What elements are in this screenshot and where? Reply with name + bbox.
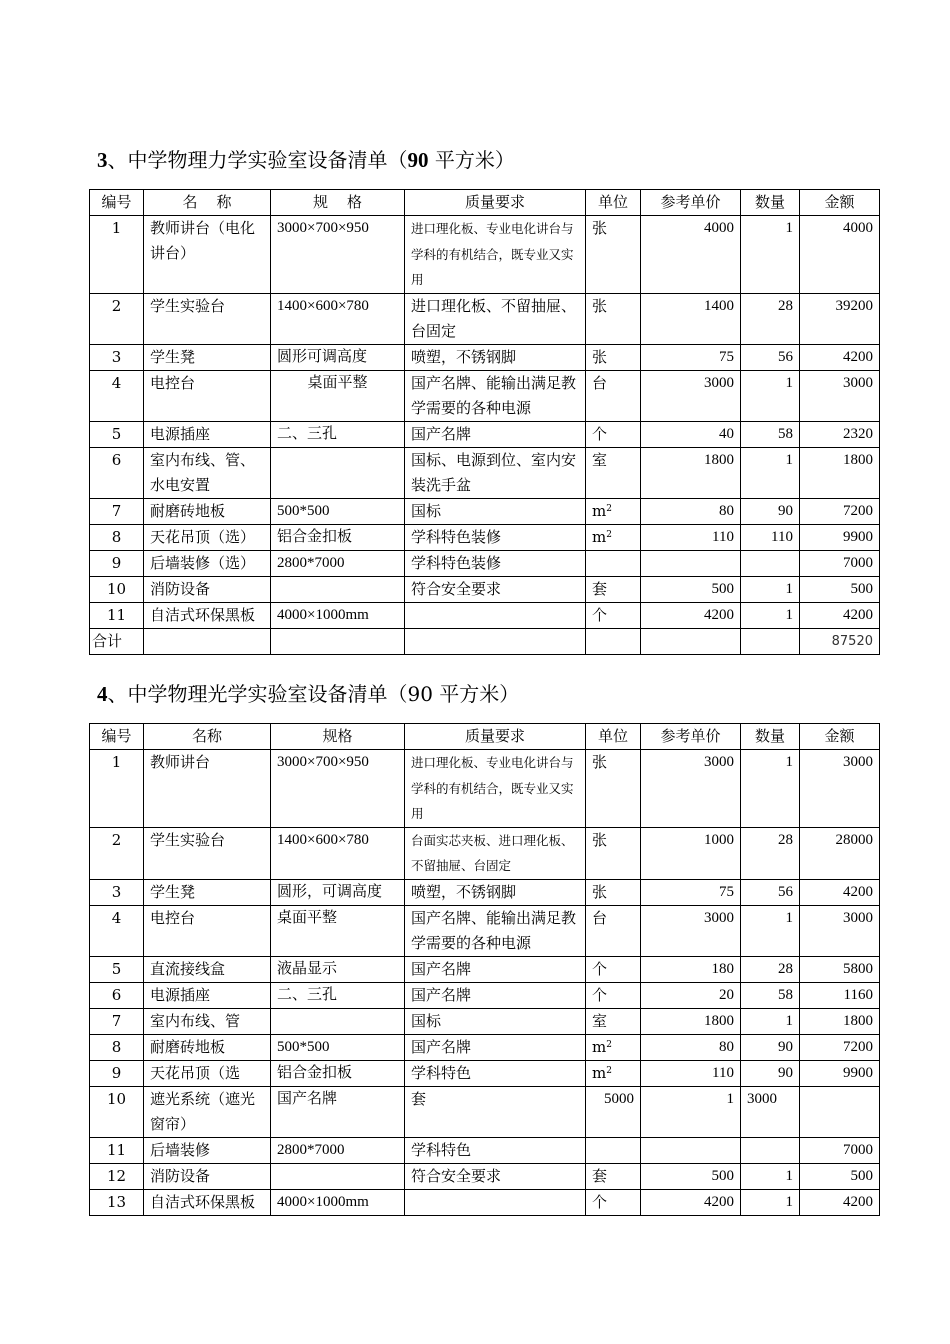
row-spec: 二、三孔 (271, 982, 405, 1008)
row-number: 10 (90, 1086, 144, 1137)
row-name: 学生实验台 (144, 827, 271, 879)
row-number: 1 (90, 216, 144, 294)
row-spec: 500*500 (271, 1034, 405, 1060)
row-qty: 56 (741, 344, 800, 370)
table-header-row (90, 724, 880, 750)
row-quality: 国产名牌、能输出满足教学需要的各种电源 (405, 905, 586, 956)
row-quality (405, 1189, 586, 1215)
row-qty: 90 (741, 1060, 800, 1086)
row-quality: 进口理化板、不留抽屉、台固定 (405, 293, 586, 344)
row-name: 耐磨砖地板 (144, 1034, 271, 1060)
header-unit: 单位 (586, 190, 641, 216)
header-amount: 金额 (800, 190, 880, 216)
row-price: 1400 (641, 293, 741, 344)
row-number: 9 (90, 1060, 144, 1086)
row-number: 11 (90, 1137, 144, 1163)
header-spec: 规格 (271, 724, 405, 750)
row-spec: 500*500 (271, 498, 405, 524)
row-qty (741, 550, 800, 576)
row-unit: 张 (586, 344, 641, 370)
section-3-title-number: 3 (97, 148, 108, 172)
row-price: 20 (641, 982, 741, 1008)
row-number: 5 (90, 421, 144, 447)
row-name: 电控台 (144, 905, 271, 956)
row-name: 自洁式环保黑板 (144, 1189, 271, 1215)
row-name: 室内布线、管 (144, 1008, 271, 1034)
row-amount: 5800 (800, 956, 880, 982)
row-name: 消防设备 (144, 1163, 271, 1189)
row-quality: 国标、电源到位、室内安装洗手盆 (405, 447, 586, 498)
row-price: 3000 (641, 370, 741, 421)
row-price: 1 (641, 1086, 741, 1137)
total-label: 合计 (90, 628, 144, 654)
row-qty: 56 (741, 879, 800, 905)
row-spec (271, 1163, 405, 1189)
table-row (90, 550, 880, 576)
row-qty: 58 (741, 982, 800, 1008)
row-spec: 2800*7000 (271, 1137, 405, 1163)
row-name: 学生凳 (144, 344, 271, 370)
row-unit: 个 (586, 421, 641, 447)
header-qty: 数量 (741, 724, 800, 750)
row-price: 4200 (641, 602, 741, 628)
table-row (90, 1086, 880, 1137)
row-quality: 国产名牌 (405, 982, 586, 1008)
row-amount: 4200 (800, 1189, 880, 1215)
table-row (90, 956, 880, 982)
row-unit: 个 (586, 982, 641, 1008)
row-quality: 国产名牌 (405, 956, 586, 982)
total-empty-cell (144, 628, 271, 654)
row-name: 电控台 (144, 370, 271, 421)
row-qty: 90 (741, 498, 800, 524)
table-row (90, 293, 880, 344)
row-name: 后墙装修（选） (144, 550, 271, 576)
row-quality: 学科特色 (405, 1060, 586, 1086)
table-row (90, 602, 880, 628)
row-spec: 4000×1000mm (271, 1189, 405, 1215)
row-amount: 7000 (800, 1137, 880, 1163)
row-amount: 4200 (800, 879, 880, 905)
row-unit: 套 (586, 576, 641, 602)
row-qty: 90 (741, 1034, 800, 1060)
header-amount: 金额 (800, 724, 880, 750)
row-quality: 国产名牌 (405, 1034, 586, 1060)
row-unit (586, 1137, 641, 1163)
row-price: 3000 (641, 750, 741, 828)
table-row (90, 370, 880, 421)
header-quality: 质量要求 (405, 190, 586, 216)
row-qty: 58 (741, 421, 800, 447)
section-3-title-end: 平方米） (428, 148, 515, 172)
row-spec: 3000×700×950 (271, 750, 405, 828)
table-row (90, 750, 880, 828)
row-amount (800, 1086, 880, 1137)
row-unit: 套 (586, 1163, 641, 1189)
row-amount: 9900 (800, 1060, 880, 1086)
row-qty: 28 (741, 293, 800, 344)
row-name: 天花吊顶（选 (144, 1060, 271, 1086)
row-price: 500 (641, 576, 741, 602)
row-unit: 5000 (586, 1086, 641, 1137)
row-name: 耐磨砖地板 (144, 498, 271, 524)
row-amount: 1800 (800, 447, 880, 498)
row-qty: 1 (741, 447, 800, 498)
section-4-title (97, 681, 519, 707)
table-row (90, 1034, 880, 1060)
row-unit: $m^2$ (586, 1060, 641, 1086)
table-row (90, 1137, 880, 1163)
table-row (90, 498, 880, 524)
row-number: 7 (90, 1008, 144, 1034)
row-amount: 39200 (800, 293, 880, 344)
header-price: 参考单价 (641, 190, 741, 216)
row-spec: 桌面平整 (271, 370, 405, 421)
row-unit: 室 (586, 1008, 641, 1034)
row-amount: 500 (800, 1163, 880, 1189)
row-qty: 1 (741, 602, 800, 628)
row-qty: 1 (741, 1008, 800, 1034)
section-3-title-area: 90 (407, 148, 429, 172)
row-amount: 7000 (800, 550, 880, 576)
row-spec: 铝合金扣板 (271, 524, 405, 550)
row-quality: 进口理化板、专业电化讲台与学科的有机结合，既专业又实用 (405, 216, 586, 294)
row-number: 2 (90, 827, 144, 879)
equipment-table-section-3 (89, 189, 880, 655)
row-amount: 28000 (800, 827, 880, 879)
row-spec: 液晶显示 (271, 956, 405, 982)
row-number: 3 (90, 344, 144, 370)
header-qty: 数量 (741, 190, 800, 216)
row-number: 8 (90, 524, 144, 550)
row-spec: 桌面平整 (271, 905, 405, 956)
row-spec: 2800*7000 (271, 550, 405, 576)
row-price: 4200 (641, 1189, 741, 1215)
header-spec: 规 格 (271, 190, 405, 216)
total-empty-cell (405, 628, 586, 654)
row-spec (271, 576, 405, 602)
row-amount: 7200 (800, 1034, 880, 1060)
header-unit: 单位 (586, 724, 641, 750)
row-number: 12 (90, 1163, 144, 1189)
row-amount: 4200 (800, 344, 880, 370)
row-number: 3 (90, 879, 144, 905)
row-unit: $m^2$ (586, 498, 641, 524)
row-name: 天花吊顶（选） (144, 524, 271, 550)
row-unit: 张 (586, 827, 641, 879)
row-unit: 个 (586, 1189, 641, 1215)
row-price: 110 (641, 524, 741, 550)
total-empty-cell (586, 628, 641, 654)
row-spec: 圆形，可调高度 (271, 879, 405, 905)
row-qty (741, 1137, 800, 1163)
row-name: 学生凳 (144, 879, 271, 905)
row-price: 75 (641, 344, 741, 370)
row-spec (271, 1008, 405, 1034)
row-unit: $m^2$ (586, 524, 641, 550)
table-row (90, 1189, 880, 1215)
row-quality: 符合安全要求 (405, 576, 586, 602)
section-4-title-number: 4 (97, 682, 108, 706)
total-amount: 87520 (800, 628, 880, 654)
row-price: 4000 (641, 216, 741, 294)
row-amount: 4200 (800, 602, 880, 628)
row-unit (586, 550, 641, 576)
row-number: 9 (90, 550, 144, 576)
row-amount: 7200 (800, 498, 880, 524)
row-price (641, 1137, 741, 1163)
row-quality: 学科特色装修 (405, 550, 586, 576)
row-name: 教师讲台（电化讲台） (144, 216, 271, 294)
header-no: 编号 (90, 190, 144, 216)
row-price: 80 (641, 498, 741, 524)
row-number: 5 (90, 956, 144, 982)
row-qty: 1 (741, 905, 800, 956)
header-quality: 质量要求 (405, 724, 586, 750)
table-row (90, 447, 880, 498)
row-price (641, 550, 741, 576)
table-row (90, 1060, 880, 1086)
table-row (90, 524, 880, 550)
row-amount: 3000 (800, 905, 880, 956)
row-number: 8 (90, 1034, 144, 1060)
row-name: 室内布线、管、水电安置 (144, 447, 271, 498)
total-empty-cell (641, 628, 741, 654)
row-qty: 3000 (741, 1086, 800, 1137)
row-quality: 国产名牌、能输出满足教学需要的各种电源 (405, 370, 586, 421)
row-number: 4 (90, 370, 144, 421)
table-row (90, 982, 880, 1008)
table-row (90, 879, 880, 905)
row-amount: 2320 (800, 421, 880, 447)
row-amount: 1800 (800, 1008, 880, 1034)
row-price: 40 (641, 421, 741, 447)
row-spec: 4000×1000mm (271, 602, 405, 628)
row-price: 500 (641, 1163, 741, 1189)
row-quality: 喷塑，不锈钢脚 (405, 344, 586, 370)
row-qty: 28 (741, 827, 800, 879)
row-number: 1 (90, 750, 144, 828)
equipment-table-section-4 (89, 723, 880, 1216)
row-name: 消防设备 (144, 576, 271, 602)
row-number: 10 (90, 576, 144, 602)
section-3-title-text: 、中学物理力学实验室设备清单（ (107, 148, 408, 172)
row-unit: 张 (586, 879, 641, 905)
row-quality (405, 602, 586, 628)
total-empty-cell (741, 628, 800, 654)
row-qty: 1 (741, 1189, 800, 1215)
row-qty: 1 (741, 750, 800, 828)
row-spec: 二、三孔 (271, 421, 405, 447)
row-quality: 学科特色装修 (405, 524, 586, 550)
row-qty: 110 (741, 524, 800, 550)
row-spec: 圆形可调高度 (271, 344, 405, 370)
row-spec: 1400×600×780 (271, 293, 405, 344)
row-name: 自洁式环保黑板 (144, 602, 271, 628)
row-number: 6 (90, 447, 144, 498)
row-name: 电源插座 (144, 982, 271, 1008)
table-header-row (90, 190, 880, 216)
row-price: 180 (641, 956, 741, 982)
row-price: 3000 (641, 905, 741, 956)
row-quality: 套 (405, 1086, 586, 1137)
row-amount: 9900 (800, 524, 880, 550)
row-number: 2 (90, 293, 144, 344)
row-unit: 台 (586, 905, 641, 956)
row-qty: 28 (741, 956, 800, 982)
row-name: 电源插座 (144, 421, 271, 447)
section-3-title (97, 147, 515, 173)
row-unit: 个 (586, 602, 641, 628)
row-quality: 国标 (405, 498, 586, 524)
row-spec: 铝合金扣板 (271, 1060, 405, 1086)
row-qty: 1 (741, 216, 800, 294)
table-row (90, 1163, 880, 1189)
header-name: 名 称 (144, 190, 271, 216)
row-quality: 国标 (405, 1008, 586, 1034)
row-price: 1800 (641, 447, 741, 498)
row-name: 遮光系统（遮光窗帘） (144, 1086, 271, 1137)
row-unit: $m^2$ (586, 1034, 641, 1060)
row-name: 后墙装修 (144, 1137, 271, 1163)
row-price: 1000 (641, 827, 741, 879)
header-no: 编号 (90, 724, 144, 750)
row-number: 7 (90, 498, 144, 524)
row-spec (271, 447, 405, 498)
row-number: 4 (90, 905, 144, 956)
row-unit: 张 (586, 216, 641, 294)
table-row (90, 827, 880, 879)
row-name: 教师讲台 (144, 750, 271, 828)
total-empty-cell (271, 628, 405, 654)
row-amount: 500 (800, 576, 880, 602)
row-number: 13 (90, 1189, 144, 1215)
row-qty: 1 (741, 1163, 800, 1189)
row-quality: 学科特色 (405, 1137, 586, 1163)
row-name: 直流接线盒 (144, 956, 271, 982)
table-row (90, 421, 880, 447)
table-row (90, 576, 880, 602)
header-price: 参考单价 (641, 724, 741, 750)
row-number: 11 (90, 602, 144, 628)
row-amount: 4000 (800, 216, 880, 294)
row-unit: 张 (586, 293, 641, 344)
table-row (90, 344, 880, 370)
row-quality: 进口理化板、专业电化讲台与学科的有机结合，既专业又实用 (405, 750, 586, 828)
table-row (90, 216, 880, 294)
row-quality: 国产名牌 (405, 421, 586, 447)
row-unit: 张 (586, 750, 641, 828)
row-qty: 1 (741, 370, 800, 421)
row-unit: 个 (586, 956, 641, 982)
row-price: 1800 (641, 1008, 741, 1034)
row-quality: 台面实芯夹板、进口理化板、不留抽屉、台固定 (405, 827, 586, 879)
row-amount: 3000 (800, 370, 880, 421)
section-4-title-text: 、中学物理光学实验室设备清单（90 平方米） (107, 682, 520, 706)
row-spec: 1400×600×780 (271, 827, 405, 879)
row-spec: 3000×700×950 (271, 216, 405, 294)
row-amount: 1160 (800, 982, 880, 1008)
row-price: 75 (641, 879, 741, 905)
row-price: 110 (641, 1060, 741, 1086)
row-unit: 台 (586, 370, 641, 421)
total-row (90, 628, 880, 654)
row-quality: 符合安全要求 (405, 1163, 586, 1189)
row-quality: 喷塑，不锈钢脚 (405, 879, 586, 905)
table-row (90, 1008, 880, 1034)
row-unit: 室 (586, 447, 641, 498)
row-amount: 3000 (800, 750, 880, 828)
row-qty: 1 (741, 576, 800, 602)
header-name: 名称 (144, 724, 271, 750)
table-row (90, 905, 880, 956)
row-price: 80 (641, 1034, 741, 1060)
row-name: 学生实验台 (144, 293, 271, 344)
row-spec: 国产名牌 (271, 1086, 405, 1137)
row-number: 6 (90, 982, 144, 1008)
